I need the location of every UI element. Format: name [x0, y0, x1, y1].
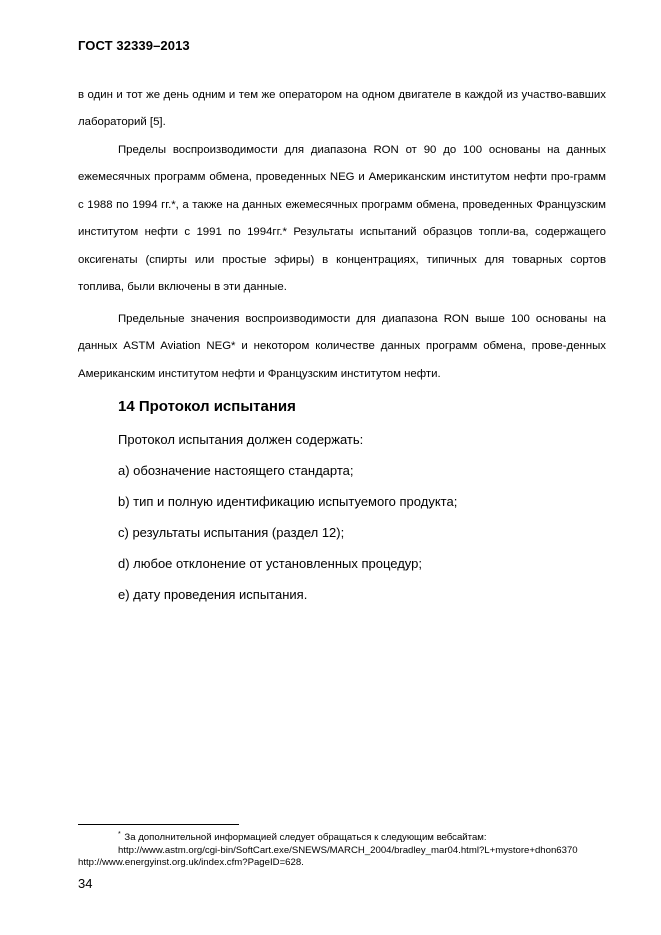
- footnote-separator: [78, 824, 239, 825]
- paragraph-reproducibility-ron-above-100: Предельные значения воспроизводимости для диапазона RON выше 100 основаны на данных ASTM Aviation NEG* и некотором количестве данных программ обмена, прове-денных Американским институтом нефти и Французским институтом нефти.: [78, 313, 606, 380]
- footnote-url-energyinst[interactable]: http://www.energyinst.org.uk/index.cfm?PageID=628.: [78, 857, 304, 868]
- list-item: d) любое отклонение от установленных процедур;: [118, 556, 422, 571]
- list-item: a) обозначение настоящего стандарта;: [118, 463, 354, 478]
- list-item: c) результаты испытания (раздел 12);: [118, 525, 345, 540]
- paragraph-reproducibility-ron-90-100: Пределы воспроизводимости для диапазона RON от 90 до 100 основаны на данных ежемесячных программ обмена, проведенных NEG и Американским институтом нефти про-грамм с 1988 по 1994 гг.*, а также на данных ежемесячных программ обмена, проведенных Французским институтом нефти с 1991 по 1994гг.* Результаты испытаний образцов топли-ва, содержащего оксигенаты (спирты или простые эфиры) в концентрациях, типичных для товарных сортов топлива, были включены в эти данные.: [78, 144, 606, 294]
- document-header: ГОСТ 32339–2013: [78, 38, 190, 53]
- list-item: e) дату проведения испытания.: [118, 587, 308, 602]
- footnote-marker: *: [118, 831, 121, 838]
- footnote-body: За дополнительной информацией следует обращаться к следующим вебсайтам:: [121, 832, 487, 843]
- section-title: 14 Протокол испытания: [118, 398, 296, 415]
- paragraph-continuation: в один и тот же день одним и тем же оператором на одном двигателе в каждой из участво-вавших лабораторий [5].: [78, 89, 606, 129]
- section-intro: Протокол испытания должен содержать:: [118, 432, 364, 447]
- page-number: 34: [78, 876, 93, 891]
- footnote-text: [118, 829, 487, 843]
- footnote-url-astm[interactable]: http://www.astm.org/cgi-bin/SoftCart.exe/SNEWS/MARCH_2004/bradley_mar04.html?L+mystore+dhon6370: [118, 845, 578, 856]
- list-item: b) тип и полную идентификацию испытуемого продукта;: [118, 494, 458, 509]
